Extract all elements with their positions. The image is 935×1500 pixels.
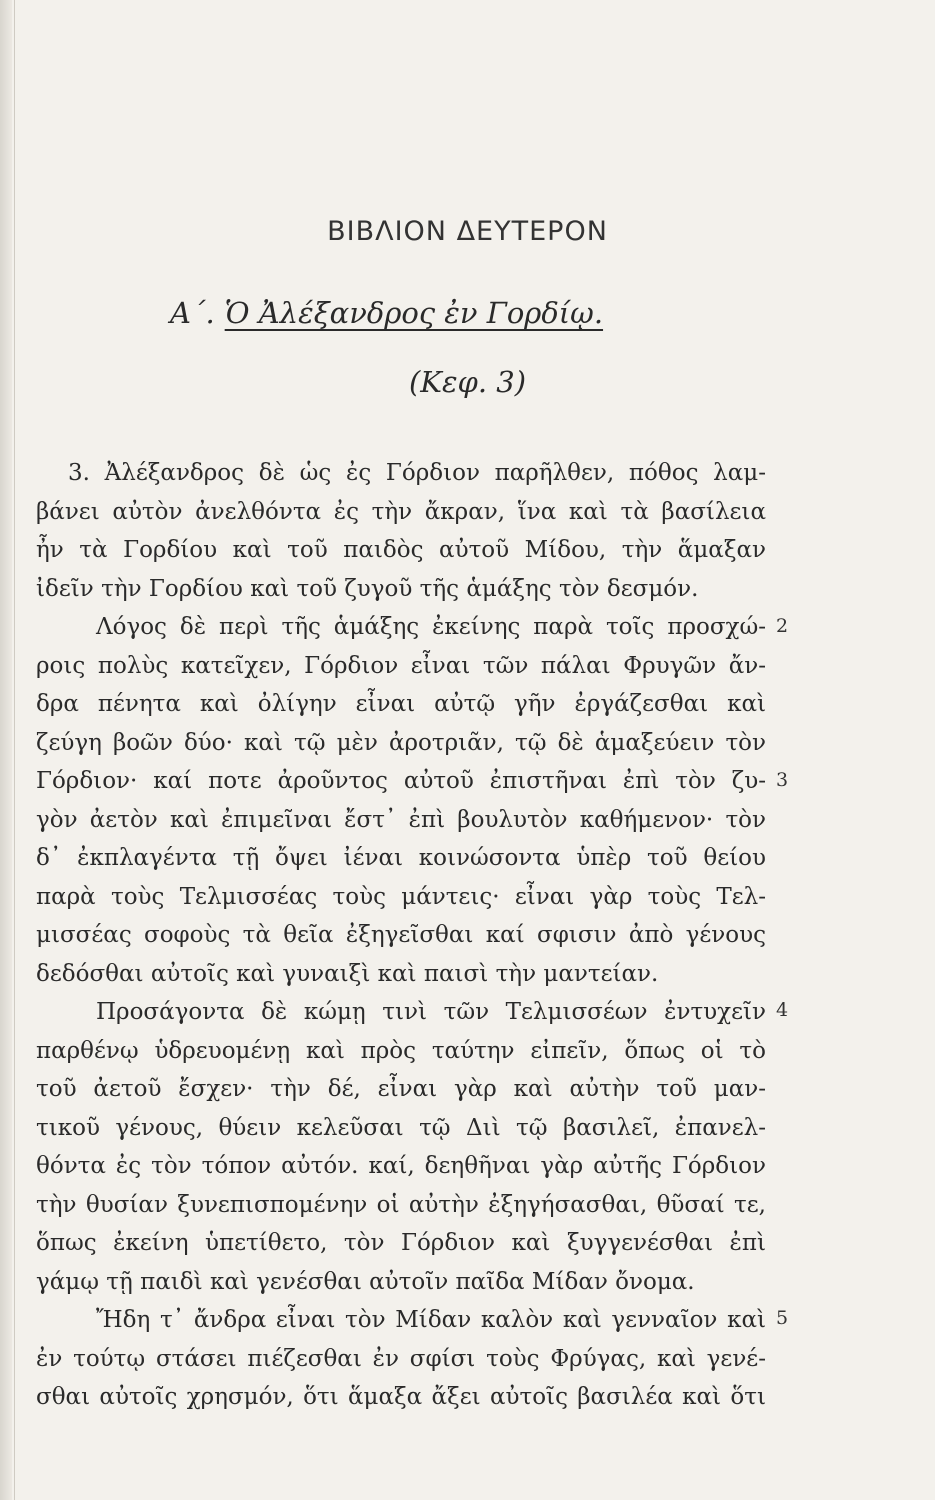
text-line: δεδόσθαι αὐτοῖς καὶ γυναιξὶ καὶ παισὶ τὴν μαντείαν. <box>36 960 659 987</box>
text-line: ὅπως ἐκείνη ὑπετίθετο, τὸν Γόρδιον καὶ ξυγγενέσθαι ἐπὶ <box>36 1230 766 1256</box>
book-title: ΒΙΒΛΙΟΝ ΔΕΥΤΕΡΟΝ <box>327 216 608 247</box>
text-line: Λόγος δὲ περὶ τῆς ἁμάξης ἐκείνης παρὰ τοῖς προσχώ- <box>96 614 766 640</box>
text-line: γὸν ἀετὸν καὶ ἐπιμεῖναι ἔστ᾽ ἐπὶ βουλυτὸν καθήμενον· τὸν <box>36 806 766 833</box>
text-line: ἐν τούτῳ στάσει πιέζεσθαι ἐν σφίσι τοὺς Φρύγας, καὶ γενέ- <box>36 1345 766 1372</box>
text-line: ἦν τὰ Γορδίου καὶ τοῦ παιδὸς αὐτοῦ Μίδου, τὴν ἅμαξαν <box>36 537 766 563</box>
text-line: μισσέας σοφοὺς τὰ θεῖα ἐξηγεῖσθαι καί σφισιν ἀπὸ γένους <box>36 922 766 948</box>
chapter-number: Α΄. <box>170 296 215 330</box>
text-line: τικοῦ γένους, θύειν κελεῦσαι τῷ Διὶ τῷ βασιλεῖ, ἐπανελ- <box>36 1114 766 1141</box>
text-line: δρα πένητα καὶ ὀλίγην εἶναι αὐτῷ γῆν ἐργάζεσθαι καὶ <box>36 691 766 717</box>
chapter-title <box>170 296 603 330</box>
text-line: θόντα ἐς τὸν τόπον αὐτόν. καί, δεηθῆναι γὰρ αὐτῆς Γόρδιον <box>36 1153 766 1179</box>
text-line: ροις πολὺς κατεῖχεν, Γόρδιον εἶναι τῶν πάλαι Φρυγῶν ἄν- <box>36 652 766 679</box>
text-line: παρθένῳ ὑδρευομένῃ καὶ πρὸς ταύτην εἰπεῖν, ὅπως οἱ τὸ <box>36 1037 766 1064</box>
text-line: Γόρδιον· καί ποτε ἀροῦντος αὐτοῦ ἐπιστῆναι ἐπὶ τὸν ζυ- <box>36 768 766 794</box>
chapter-reference: (Κεφ. 3) <box>408 365 527 399</box>
section-number: 2 <box>776 615 789 637</box>
text-line: Ἤδη τ᾽ ἄνδρα εἶναι τὸν Μίδαν καλὸν καὶ γενναῖον καὶ <box>96 1307 766 1333</box>
text-line: Προσάγοντα δὲ κώμῃ τινὶ τῶν Τελμισσέων ἐντυχεῖν <box>96 999 766 1025</box>
text-line: τοῦ ἀετοῦ ἔσχεν· τὴν δέ, εἶναι γὰρ καὶ αὐτὴν τοῦ μαν- <box>36 1076 766 1102</box>
text-line: σθαι αὐτοῖς χρησμόν, ὅτι ἅμαξα ἄξει αὐτοῖς βασιλέα καὶ ὅτι <box>36 1384 766 1410</box>
text-line: δ᾽ ἐκπλαγέντα τῇ ὄψει ἰέναι κοινώσοντα ὑπὲρ τοῦ θείου <box>36 845 766 871</box>
section-number: 4 <box>776 999 789 1021</box>
text-line: 3. Ἀλέξανδρος δὲ ὡς ἐς Γόρδιον παρῆλθεν, πόθος λαμ- <box>68 460 766 486</box>
body-text <box>36 454 766 1417</box>
text-line: τὴν θυσίαν ξυνεπισπομένην οἱ αὐτὴν ἐξηγήσασθαι, θῦσαί τε, <box>36 1191 766 1218</box>
section-number: 5 <box>776 1307 789 1329</box>
chapter-name: Ὁ Ἀλέξανδρος ἐν Γορδίῳ. <box>224 296 604 330</box>
text-line: ζεύγη βοῶν δύο· καὶ τῷ μὲν ἀροτριᾶν, τῷ δὲ ἁμαξεύειν τὸν <box>36 729 766 756</box>
text-line: ἰδεῖν τὴν Γορδίου καὶ τοῦ ζυγοῦ τῆς ἁμάξης τὸν δεσμόν. <box>36 575 699 602</box>
text-line: παρὰ τοὺς Τελμισσέας τοὺς μάντεις· εἶναι γὰρ τοὺς Τελ- <box>36 883 766 910</box>
text-line: γάμῳ τῇ παιδὶ καὶ γενέσθαι αὐτοῖν παῖδα Μίδαν ὄνομα. <box>36 1268 695 1295</box>
text-line: βάνει αὐτὸν ἀνελθόντα ἐς τὴν ἄκραν, ἵνα καὶ τὰ βασίλεια <box>36 498 766 525</box>
section-number: 3 <box>776 769 789 791</box>
